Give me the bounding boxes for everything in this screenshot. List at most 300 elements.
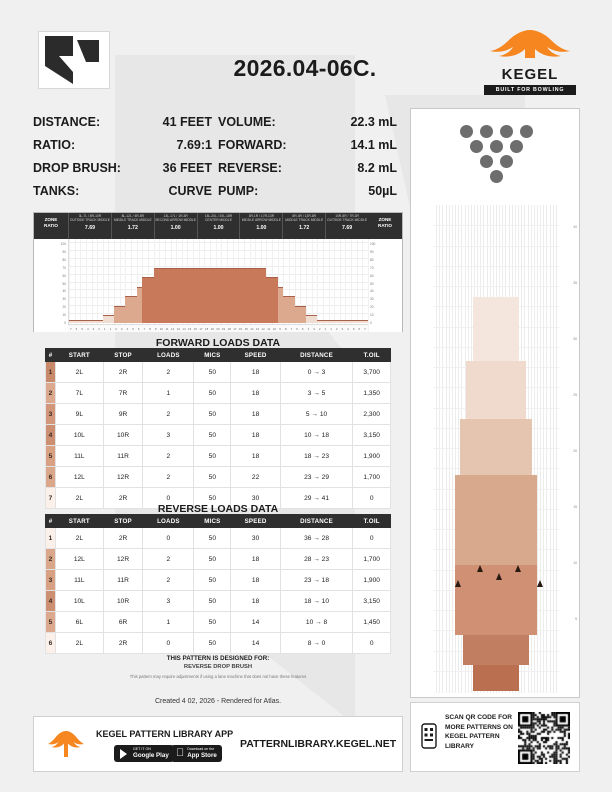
y-tick: 30 [62, 297, 66, 302]
column-header: # [46, 349, 56, 362]
spec-row [33, 115, 403, 138]
spec-row [33, 184, 403, 207]
x-tick: 15 [244, 327, 248, 331]
lane-board-line [556, 205, 557, 693]
table-cell: 23 → 29 [280, 467, 353, 488]
table-cell: 50 [194, 362, 231, 383]
lane-board-line [442, 205, 443, 693]
table-cell: 18 [231, 549, 280, 570]
bowling-pin [490, 140, 503, 153]
grid-line [329, 239, 330, 332]
x-tick: 4 [347, 327, 349, 331]
x-tick: 8 [284, 327, 287, 331]
forward-loads-table [45, 348, 391, 509]
table-cell: 10R [103, 591, 143, 612]
table-cell: 12R [103, 549, 143, 570]
lane-board-line [439, 205, 440, 693]
zone-ratio-value: 1.00 [256, 224, 267, 231]
row-index: 6 [46, 467, 56, 488]
column-header: DISTANCE [280, 349, 353, 362]
lane-board-line [553, 205, 554, 693]
apple-icon [176, 748, 184, 759]
y-tick: 60 [370, 273, 374, 278]
zone-cell-3 [154, 213, 197, 239]
x-tick: 9 [279, 327, 281, 331]
grid-line [357, 239, 358, 332]
table-cell: 18 [231, 570, 280, 591]
grid-line [86, 239, 87, 332]
spec-label: VOLUME: [218, 115, 276, 129]
table-cell: 50 [194, 612, 231, 633]
table-cell: 0 [353, 528, 391, 549]
table-cell: 18 [231, 404, 280, 425]
pin-deck [411, 109, 581, 204]
x-tick: 2 [335, 327, 338, 331]
spec-value: 41 FEET [162, 115, 212, 129]
x-tick: 10 [272, 327, 277, 331]
grid-line [97, 239, 98, 332]
x-tick: 14 [182, 327, 186, 331]
column-header: DISTANCE [280, 515, 353, 528]
lane-arrow [537, 580, 543, 587]
oil-band [473, 665, 519, 691]
y-tick: 80 [370, 257, 374, 262]
app-store-button[interactable] [171, 745, 222, 762]
x-tick: 3 [120, 327, 123, 331]
x-tick: 7 [143, 327, 146, 331]
table-cell: 1,900 [353, 446, 391, 467]
x-tick: 4 [86, 327, 89, 331]
pattern-disclaimer: This pattern may require adjustments if using a lane machine that does not have these features [129, 674, 307, 679]
lane-tick-label: 35 [573, 281, 577, 285]
table-cell: 1,700 [353, 549, 391, 570]
x-tick: 17 [199, 327, 203, 331]
x-tick: 1 [109, 327, 112, 331]
y-tick: 70 [62, 265, 66, 270]
table-cell: 50 [194, 404, 231, 425]
zone-ratio-label-right: ZONE RATIO [378, 217, 392, 229]
rendered-info: Created 4 02, 2026 - Rendered for Atlas. [154, 698, 282, 705]
table-row [46, 528, 391, 549]
table-cell: 10 → 8 [280, 612, 353, 633]
spec-drop-brush [33, 161, 218, 175]
x-tick: 1 [324, 327, 327, 331]
spec-row [33, 161, 403, 184]
row-index: 4 [46, 425, 56, 446]
forward-loads-title: FORWARD LOADS DATA [155, 337, 281, 349]
zone-track-label: 8L-12L / 4R-8R MIDDLE TRACK MIDDLE [113, 214, 152, 222]
zone-ratio-value: 1.00 [213, 224, 224, 231]
table-cell: 10R [103, 425, 143, 446]
qr-footer-panel [410, 702, 580, 772]
spec-volume [218, 115, 403, 129]
table-row [46, 383, 391, 404]
spec-label: FORWARD: [218, 138, 287, 152]
zone-cells [68, 213, 368, 239]
zone-track-label: 13L-17L / 1R-3R SECOND ARROW MIDDLE [155, 214, 197, 222]
kegel-tagline: BUILT FOR BOWLING [484, 85, 576, 95]
table-cell: 2L [56, 488, 104, 509]
x-tick: 11 [165, 327, 169, 331]
x-tick: 14 [250, 327, 254, 331]
x-tick: 6 [296, 327, 298, 331]
column-header: SPEED [231, 515, 280, 528]
table-cell: 2L [56, 633, 104, 654]
chart-canvas [68, 239, 368, 332]
table-header-row [46, 515, 391, 528]
column-header: STOP [103, 349, 143, 362]
table-cell: 9L [56, 404, 104, 425]
grid-line [345, 239, 346, 332]
spec-value: 50µL [368, 184, 397, 198]
table-cell: 50 [194, 446, 231, 467]
table-row [46, 404, 391, 425]
y-tick: 50 [370, 281, 374, 286]
bowling-pin [480, 125, 493, 138]
google-play-small-label: GET IT ON [133, 746, 151, 751]
grid-line [69, 239, 70, 332]
bowling-pin [500, 155, 513, 168]
row-index: 3 [46, 570, 56, 591]
table-row [46, 549, 391, 570]
bowling-pin [470, 140, 483, 153]
y-tick: 80 [62, 257, 66, 262]
table-cell: 2R [103, 633, 143, 654]
table-cell: 2R [103, 488, 143, 509]
lane-distance-line [433, 286, 559, 287]
lane-arrow [515, 565, 521, 572]
column-header: LOADS [143, 349, 194, 362]
grid-line [362, 239, 363, 332]
row-index: 1 [46, 528, 56, 549]
lane-arrow [455, 580, 461, 587]
mobile-phone-icon [421, 723, 437, 749]
table-row [46, 570, 391, 591]
table-row [46, 633, 391, 654]
lane-distance-line [433, 246, 559, 247]
table-cell: 50 [194, 570, 231, 591]
x-tick: 19 [221, 327, 226, 331]
table-cell: 10L [56, 591, 104, 612]
table-cell: 2R [103, 362, 143, 383]
google-play-button[interactable] [114, 745, 174, 762]
x-tick: 1 [103, 327, 106, 331]
table-cell: 1,350 [353, 383, 391, 404]
lane-arrow [477, 565, 483, 572]
spec-label: TANKS: [33, 184, 80, 198]
zone-track-label: 8R-4R / 12R-8R MIDDLE TRACK MIDDLE [285, 214, 324, 222]
x-tick: 17 [233, 327, 237, 331]
grid-line [340, 239, 341, 332]
table-cell: 22 [231, 467, 280, 488]
table-cell: 14 [231, 633, 280, 654]
spec-label: REVERSE: [218, 161, 282, 175]
table-cell: 18 [231, 425, 280, 446]
y-tick: 90 [62, 249, 66, 254]
lane-tick-label: 15 [573, 505, 577, 509]
zone-track-label: 3L-7L / 8R-10R OUTSIDE TRACK MIDDLE [69, 214, 110, 222]
row-index: 7 [46, 488, 56, 509]
x-tick: 5 [132, 327, 134, 331]
bowling-pin [500, 125, 513, 138]
app-store-label: App Store [179, 751, 209, 759]
table-cell: 12R [103, 467, 143, 488]
x-tick: 3 [313, 327, 315, 331]
table-cell: 2L [56, 362, 104, 383]
table-cell: 1,450 [353, 612, 391, 633]
grid-line [80, 239, 81, 332]
table-cell: 2 [143, 467, 194, 488]
table-cell: 2 [143, 549, 194, 570]
table-cell: 11R [103, 446, 143, 467]
kegel-logo [484, 28, 576, 94]
grid-line [75, 239, 76, 332]
table-cell: 1 [143, 383, 194, 404]
table-cell: 11L [56, 446, 104, 467]
kegel-wordmark: KEGEL [501, 66, 559, 83]
google-play-icon [119, 748, 130, 760]
table-cell: 9R [103, 404, 143, 425]
table-cell: 0 [143, 488, 194, 509]
pattern-library-url[interactable]: PATTERNLIBRARY.KEGEL.NET [240, 738, 397, 750]
table-cell: 23 → 18 [280, 570, 353, 591]
column-header: START [56, 349, 104, 362]
grid-line [323, 239, 324, 332]
chart-zone-header [34, 213, 402, 239]
y-tick: 0 [370, 321, 372, 325]
table-cell: 18 [231, 446, 280, 467]
lane-tick-label: 5 [575, 617, 577, 621]
y-tick: 50 [62, 281, 66, 286]
grid-line [351, 239, 352, 332]
app-store-small-label: Download on the [179, 746, 206, 751]
spec-label: RATIO: [33, 138, 76, 152]
lane-board-line [550, 205, 551, 693]
zone-cell-5 [239, 213, 282, 239]
x-tick: 3 [341, 327, 344, 331]
x-tick: 13 [255, 327, 260, 331]
table-row [46, 612, 391, 633]
document-header [0, 0, 612, 105]
reverse-loads-table [45, 514, 391, 654]
x-tick: 4 [126, 327, 129, 331]
spec-label: DISTANCE: [33, 115, 101, 129]
table-cell: 10 → 18 [280, 425, 353, 446]
designed-for-machine: REVERSE DROP BRUSH [183, 664, 253, 670]
x-tick: 18 [227, 327, 231, 331]
y-tick: 40 [370, 289, 374, 294]
spec-ratio [33, 138, 218, 152]
table-cell: 18 [231, 591, 280, 612]
column-header: SPEED [231, 349, 280, 362]
x-tick: 2 [318, 327, 321, 331]
x-tick: 7 [364, 327, 366, 331]
table-cell: 2 [143, 446, 194, 467]
x-tick: 11 [267, 327, 271, 331]
spec-value: 8.2 mL [357, 161, 397, 175]
x-tick: 15 [188, 327, 192, 331]
table-cell: 2R [103, 528, 143, 549]
lane-board-line [452, 205, 453, 693]
table-cell: 7R [103, 383, 143, 404]
column-header: T.OIL [353, 349, 391, 362]
zone-cell-1 [68, 213, 111, 239]
x-tick: 18 [204, 327, 209, 331]
table-cell: 11L [56, 570, 104, 591]
oil-band [463, 635, 529, 665]
table-cell: 1,900 [353, 570, 391, 591]
x-tick: 7 [70, 327, 72, 331]
zone-track-label: 3R-1R / 17R-13R MIDDLE ARROW MIDDLE [241, 214, 281, 222]
x-tick: 6 [358, 327, 361, 331]
x-tick: 13 [176, 327, 180, 331]
table-cell: 50 [194, 528, 231, 549]
y-tick: 20 [62, 305, 66, 310]
table-cell: 2,300 [353, 404, 391, 425]
table-cell: 18 → 10 [280, 591, 353, 612]
zone-track-label: 18L-20L / 20L-18R CENTER MIDDLE [204, 214, 233, 222]
table-cell: 18 [231, 362, 280, 383]
table-cell: 50 [194, 633, 231, 654]
spec-value: 7.69:1 [176, 138, 212, 152]
table-cell: 28 → 23 [280, 549, 353, 570]
table-cell: 8 → 0 [280, 633, 353, 654]
table-cell: 7L [56, 383, 104, 404]
table-cell: 11R [103, 570, 143, 591]
bowling-pin [480, 155, 493, 168]
table-cell: 36 → 28 [280, 528, 353, 549]
row-index: 5 [46, 446, 56, 467]
lane-board-line [543, 205, 544, 693]
designed-for-label: THIS PATTERN IS DESIGNED FOR: [166, 655, 270, 662]
x-tick: 20 [216, 327, 220, 331]
kegel-eagle-icon [485, 28, 575, 60]
lane-board-line [540, 205, 541, 693]
x-tick: 3 [92, 327, 95, 331]
grid-line [334, 239, 335, 332]
column-header: T.OIL [353, 515, 391, 528]
table-cell: 10L [56, 425, 104, 446]
table-cell: 3 [143, 591, 194, 612]
y-tick: 40 [62, 289, 66, 294]
y-tick: 10 [370, 313, 374, 318]
y-tick: 10 [62, 313, 66, 318]
lane-tick-label: 20 [573, 449, 577, 453]
table-row [46, 591, 391, 612]
y-tick: 0 [64, 321, 66, 325]
x-tick: 4 [307, 327, 310, 331]
table-cell: 30 [231, 488, 280, 509]
column-header: LOADS [143, 515, 194, 528]
row-index: 2 [46, 549, 56, 570]
y-tick: 70 [370, 265, 374, 270]
bowling-pin [520, 125, 533, 138]
x-tick: 8 [149, 327, 151, 331]
table-cell: 14 [231, 612, 280, 633]
lane-tick-label: 10 [573, 561, 577, 565]
table-cell: 3,700 [353, 362, 391, 383]
lane-arrow [496, 573, 502, 580]
lane-board-line [546, 205, 547, 693]
x-tick: 10 [159, 327, 163, 331]
zone-track-label: 10R-8R / 7R-3R OUTSIDE TRACK MIDDLE [327, 214, 368, 222]
x-tick: 5 [81, 327, 83, 331]
lane-surface [433, 205, 577, 693]
zone-ratio-value: 7.69 [84, 224, 95, 231]
row-index: 6 [46, 633, 56, 654]
y-tick: 30 [370, 297, 374, 302]
y-tick: 20 [370, 305, 374, 310]
zone-ratio-value: 7.69 [342, 224, 353, 231]
table-cell: 0 [143, 633, 194, 654]
table-cell: 18 [231, 383, 280, 404]
table-cell: 30 [231, 528, 280, 549]
spec-tanks [33, 184, 218, 198]
qr-instructions: SCAN QR CODE FOR MORE PATTERNS ON KEGEL PATTERN LIBRARY [445, 714, 513, 750]
x-tick: 5 [352, 327, 355, 331]
spec-reverse [218, 161, 403, 175]
zone-ratio-label-left: ZONE RATIO [44, 217, 58, 229]
table-cell: 50 [194, 549, 231, 570]
y-tick: 90 [370, 249, 374, 254]
x-tick: 5 [301, 327, 304, 331]
lane-board-line [436, 205, 437, 693]
qr-code[interactable] [518, 712, 570, 764]
table-cell: 2L [56, 528, 104, 549]
table-cell: 29 → 41 [280, 488, 353, 509]
y-tick: 60 [62, 273, 66, 278]
table-row [46, 467, 391, 488]
x-tick: 12 [261, 327, 265, 331]
x-tick: 16 [193, 327, 197, 331]
oil-profile-chart [33, 212, 403, 332]
table-cell: 6R [103, 612, 143, 633]
table-cell: 50 [194, 591, 231, 612]
google-play-label: Google Play [133, 751, 169, 759]
oil-band [466, 361, 526, 419]
table-cell: 0 [353, 633, 391, 654]
column-header: START [56, 515, 104, 528]
grid-line [317, 239, 318, 332]
table-cell: 3 → 5 [280, 383, 353, 404]
bowling-pin [490, 170, 503, 183]
table-cell: 18 → 23 [280, 446, 353, 467]
x-tick: 7 [290, 327, 293, 331]
table-cell: 50 [194, 383, 231, 404]
bowling-pin [510, 140, 523, 153]
lane-board-line [446, 205, 447, 693]
row-index: 5 [46, 612, 56, 633]
x-tick: 6 [137, 327, 140, 331]
x-tick: 2 [98, 327, 100, 331]
zone-ratio-value: 1.72 [299, 224, 310, 231]
column-header: STOP [103, 515, 143, 528]
lane-board-line [537, 205, 538, 693]
oil-band [460, 419, 532, 475]
y-tick: 100 [60, 242, 66, 246]
spec-distance [33, 115, 218, 129]
column-header: MICS [194, 515, 231, 528]
x-tick: 9 [154, 327, 157, 331]
pattern-specs [33, 115, 403, 207]
zone-cell-2 [111, 213, 154, 239]
chart-x-axis [68, 324, 368, 332]
table-cell: 2 [143, 362, 194, 383]
table-row [46, 362, 391, 383]
table-row [46, 425, 391, 446]
chart-y-axis-left [34, 239, 68, 332]
lane-tick-label: 30 [573, 337, 577, 341]
